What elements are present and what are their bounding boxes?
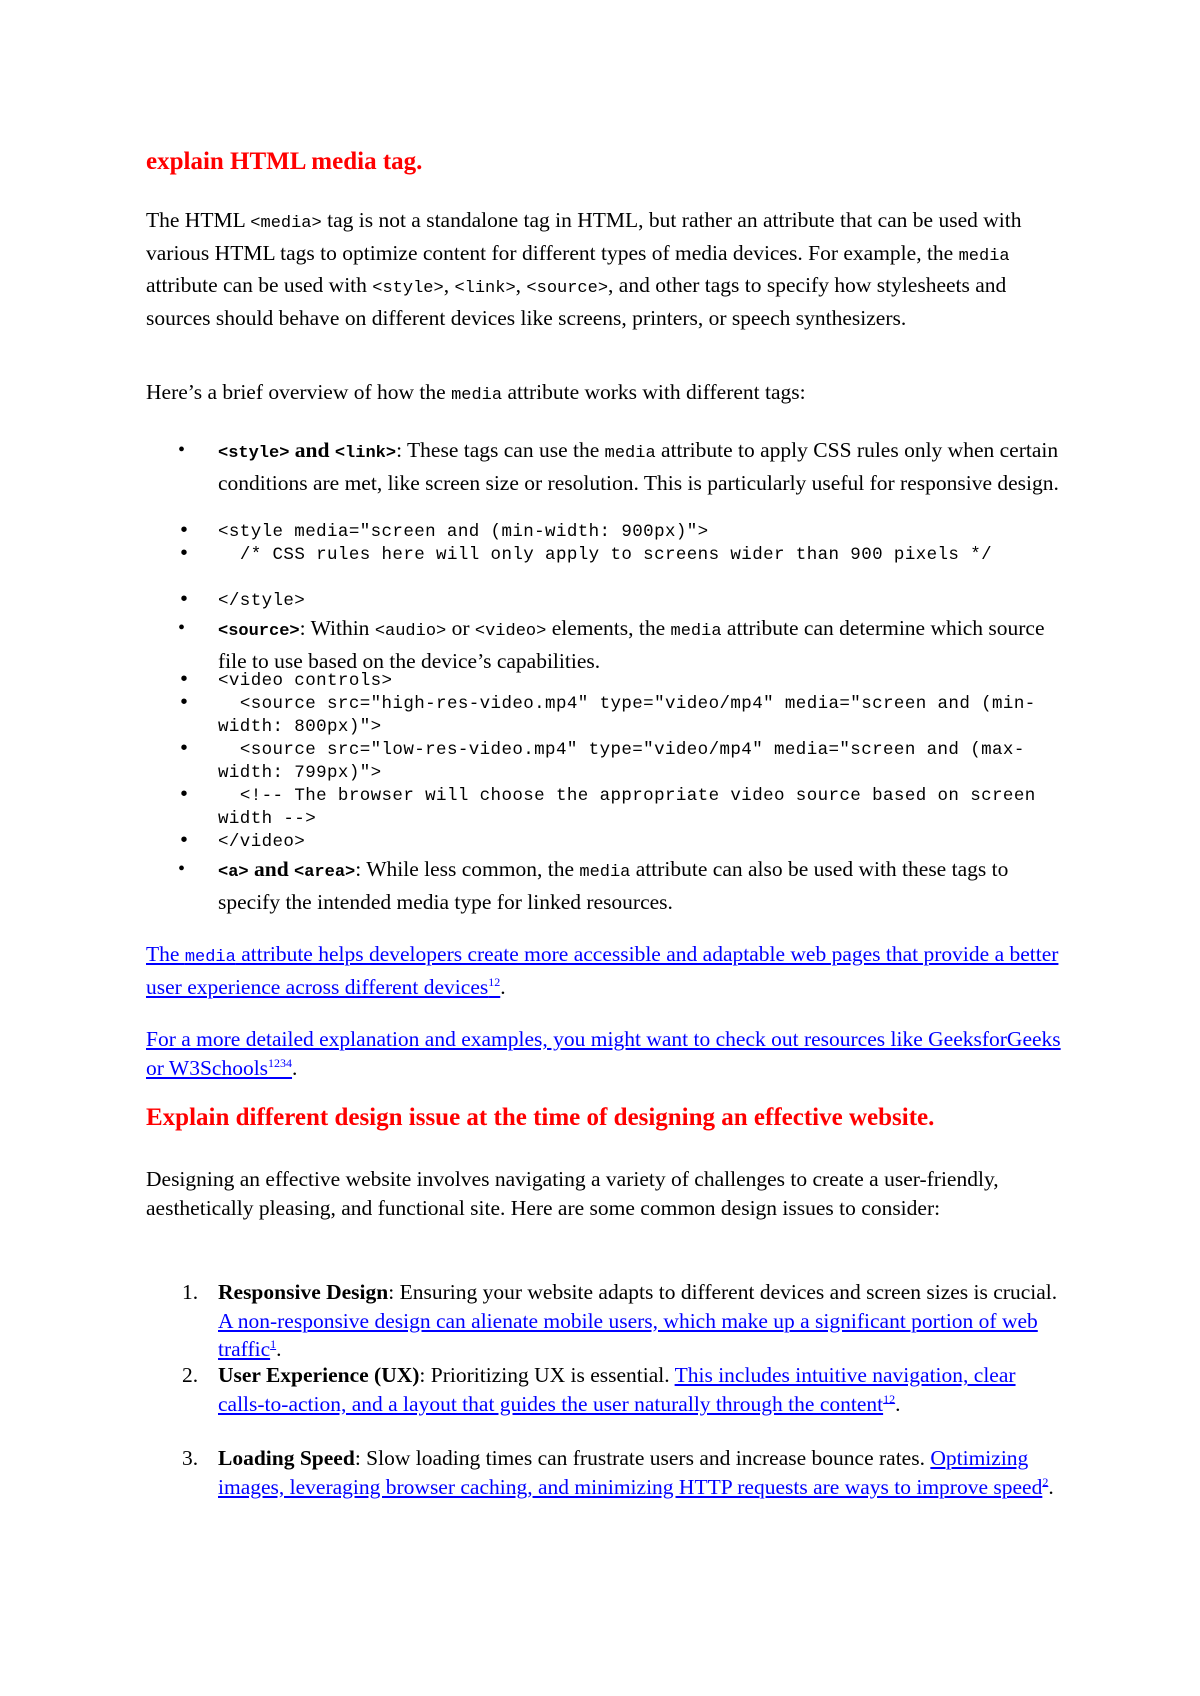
link-paragraph-1 <box>146 940 1066 1001</box>
code-line: </video> <box>218 832 306 852</box>
text: : Within <box>299 616 375 640</box>
text: . <box>895 1391 901 1416</box>
code-list-item <box>178 669 1066 693</box>
text: For a more detailed explanation and examples, you might want to check out resources like GeeksforGeeks or W3Schools <box>146 1027 1061 1080</box>
link-paragraph-2 <box>146 1025 1066 1082</box>
list-item <box>178 436 1066 497</box>
numbered-list-item <box>182 1361 1066 1418</box>
numbered-list-item <box>182 1444 1066 1501</box>
inline-code: media <box>579 863 631 882</box>
reference-link[interactable]: A non-responsive design can alienate mobile users, which make up a significant portion of web traffic <box>218 1308 1038 1361</box>
text: attribute can be used with <box>146 273 373 297</box>
text: attribute to apply CSS rules only when certain conditions are met, like screen size or resolution. This is particularly useful for responsive design. <box>218 438 1059 495</box>
list-item <box>178 614 1066 675</box>
code-line: <style media="screen and (min-width: 900px)"> <box>218 522 709 542</box>
section-1-title: explain HTML media tag. <box>146 148 423 175</box>
list-term: User Experience (UX) <box>218 1363 420 1387</box>
bullet-icon: • <box>178 617 186 639</box>
text: : Slow loading times can frustrate users and increase bounce rates. <box>354 1446 931 1470</box>
code-line: <!-- The browser will choose the appropriate video source based on screen width --> <box>218 786 1047 829</box>
inline-code: media <box>958 246 1010 266</box>
text: and <box>289 438 335 462</box>
code-line: </style> <box>218 591 306 611</box>
text: , <box>515 273 527 297</box>
inline-code: <style> <box>372 279 444 298</box>
text: , and other tags to specify how stylesheets and sources should behave on different devices like screens, printers, or speech synthesizers. <box>146 273 1007 330</box>
inline-code: media <box>604 444 656 463</box>
text: elements, the <box>546 616 671 640</box>
inline-code: <a> <box>218 863 249 882</box>
text: tag is not a standalone tag in HTML, but rather an attribute that can be used with various HTML tags to optimize content for different types of media devices. For example, the <box>146 208 1022 265</box>
text: . <box>276 1337 282 1361</box>
inline-code: <link> <box>454 279 516 298</box>
code-line: <video controls> <box>218 671 393 691</box>
inline-code: <source> <box>526 279 609 298</box>
bullet-icon: • <box>178 439 186 461</box>
bullet-icon: • <box>178 858 186 880</box>
citation-sup[interactable]: 12 <box>488 974 501 989</box>
text: : These tags can use the <box>396 438 605 462</box>
code-line: /* CSS rules here will only apply to screens wider than 900 pixels */ <box>218 545 993 565</box>
text: . <box>500 974 506 999</box>
section-2-intro: Designing an effective website involves navigating a variety of challenges to create a user-friendly, aesthetically pleasing, and functional site. Here are some common design issues to consider: <box>146 1167 999 1220</box>
text: The <box>146 942 185 966</box>
reference-link[interactable] <box>146 1027 1061 1080</box>
text: , <box>443 273 455 297</box>
inline-code: <audio> <box>374 622 447 641</box>
bullet-icon: • <box>178 784 191 807</box>
text: Here’s a brief overview of how the <box>146 380 452 404</box>
reference-link[interactable]: This includes intuitive navigation, clear calls-to-action, and a layout that guides the user naturally through the content <box>218 1363 1016 1416</box>
text: attribute helps developers create more accessible and adaptable web pages that provide a better user experience across different devices <box>146 942 1059 999</box>
code-list-item <box>178 520 1066 544</box>
inline-code: <video> <box>474 622 547 641</box>
inline-code: media <box>670 622 722 641</box>
text: : While less common, the <box>355 857 580 881</box>
inline-code: media <box>451 386 503 405</box>
list-number: 3. <box>182 1446 199 1470</box>
bullet-icon: • <box>178 589 191 612</box>
code-list-item <box>178 738 1066 784</box>
text: or <box>446 616 475 640</box>
code-list-item <box>178 543 1066 567</box>
code-list-item <box>178 830 1066 854</box>
inline-code: <source> <box>218 622 300 641</box>
list-term: Responsive Design <box>218 1280 389 1304</box>
text: attribute works with different tags: <box>502 380 806 404</box>
code-list-item <box>178 784 1066 830</box>
text: attribute can determine which source file to use based on the device’s capabilities. <box>218 616 1045 673</box>
text: . <box>292 1055 298 1080</box>
text: and <box>248 857 295 881</box>
overview-paragraph <box>146 378 1066 411</box>
citation-sup[interactable]: 12 <box>883 1391 896 1406</box>
list-term: Loading Speed <box>218 1446 355 1470</box>
citation-sup[interactable]: 2 <box>1042 1474 1049 1489</box>
list-item <box>178 855 1066 916</box>
text: : Prioritizing UX is essential. <box>419 1363 675 1387</box>
reference-link[interactable]: Optimizing images, leveraging browser caching, and minimizing HTTP requests are ways to improve speed <box>218 1446 1043 1499</box>
bullet-icon: • <box>178 738 191 761</box>
text: The HTML <box>146 208 251 232</box>
list-number: 1. <box>182 1280 199 1304</box>
code-line: <source src="high-res-video.mp4" type="video/mp4" media="screen and (min-width: 800px)"> <box>218 694 1036 737</box>
code-line: <source src="low-res-video.mp4" type="video/mp4" media="screen and (max-width: 799px)"> <box>218 740 1025 783</box>
inline-code: <media> <box>250 214 322 233</box>
text: attribute can also be used with these tags to specify the intended media type for linked resources. <box>218 857 1009 914</box>
reference-link[interactable] <box>146 942 1058 999</box>
text: . <box>1048 1474 1054 1499</box>
citation-sup[interactable]: 1234 <box>268 1055 293 1070</box>
bullet-icon: • <box>178 692 191 715</box>
numbered-list-item <box>182 1278 1066 1364</box>
bullet-icon: • <box>178 830 191 853</box>
bullet-icon: • <box>178 520 191 543</box>
code-list-item <box>178 692 1066 738</box>
code-list-item <box>178 589 1066 613</box>
inline-code: <link> <box>334 444 397 463</box>
inline-code: <style> <box>218 444 290 463</box>
citation-sup[interactable]: 1 <box>270 1336 277 1351</box>
section-2-title: Explain different design issue at the time of designing an effective website. <box>146 1104 935 1131</box>
intro-paragraph <box>146 206 1066 332</box>
bullet-icon: • <box>178 543 191 566</box>
list-number: 2. <box>182 1363 199 1387</box>
inline-code: <area> <box>294 863 356 882</box>
inline-code: media <box>184 948 236 967</box>
text: : Ensuring your website adapts to different devices and screen sizes is crucial. <box>388 1280 1058 1304</box>
bullet-icon: • <box>178 669 191 692</box>
